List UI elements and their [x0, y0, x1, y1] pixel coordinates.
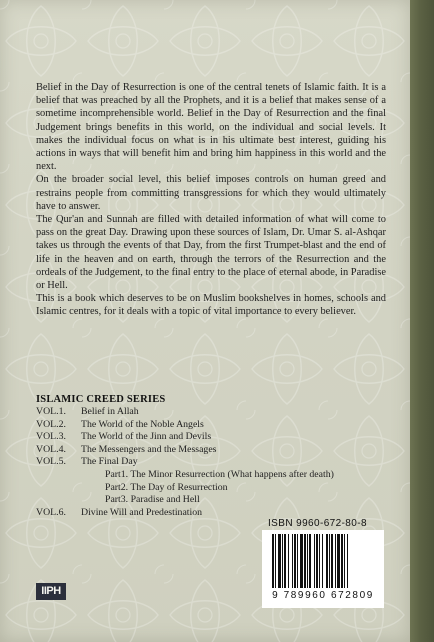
volume-number: VOL.5.: [36, 456, 66, 468]
volume-title: Divine Will and Predestination: [81, 506, 203, 518]
blurb-paragraph: The Qur'an and Sunnah are filled with detailed information of what will come to pass on the great Day. Drawing upon these sources of Islam, Dr. Umar S. al-Ashqar takes us through the events of that Day, from the first Trumpet-blast and the end of life in the heaven and on earth, through the terrors of the Resurrection and the ordeals of the Judgement, to the final entry to the place of eternal abode, in Paradise or Hell.: [36, 214, 386, 292]
volume-title: The World of the Noble Angels: [81, 418, 204, 430]
volume-part: Part3. Paradise and Hell: [105, 494, 200, 506]
volume-number: VOL.6.: [36, 506, 66, 518]
series-title: ISLAMIC CREED SERIES: [36, 394, 166, 405]
isbn-label: ISBN 9960-672-80-8: [268, 518, 367, 529]
volume-title: Belief in Allah: [81, 406, 139, 417]
blurb-paragraph: On the broader social level, this belief imposes controls on human greed and restrains people from committing transgressions for which they would ultimately have to answer.: [36, 174, 386, 212]
volume-item: [36, 456, 356, 469]
volume-item: [36, 406, 356, 419]
volume-number: VOL.2.: [36, 418, 66, 430]
volume-number: VOL.1.: [36, 406, 66, 417]
volume-item: [36, 444, 356, 457]
barcode-number: 9 789960 672809: [272, 590, 374, 601]
volume-title: The Final Day: [81, 456, 138, 468]
blurb-paragraph: Belief in the Day of Resurrection is one of the central tenets of Islamic faith. It is a belief that was preached by all the Prophets, and it is a belief that makes sense of a sometime incomprehensible world. Belief in the Day of Resurrection and the final Judgement brings benefits in this world, on the individual and social levels. It makes the individual focus on what is in his ultimate best interest, guiding his actions in ways that will benefit him and bring him happiness in this world and the next.: [36, 82, 386, 173]
volume-item: [36, 431, 356, 444]
volume-item: [36, 419, 356, 432]
volume-number: VOL.4.: [36, 443, 66, 455]
volume-title: The World of the Jinn and Devils: [81, 431, 212, 443]
publisher-logo: IIPH: [36, 583, 66, 600]
volume-number: VOL.3.: [36, 431, 66, 443]
series-list: [36, 406, 356, 519]
volume-part: Part2. The Day of Resurrection: [105, 481, 228, 493]
barcode-bars: [270, 534, 376, 590]
volume-part: Part1. The Minor Resurrection (What happens after death): [105, 468, 334, 480]
blurb-paragraph: This is a book which deserves to be on Muslim bookshelves in homes, schools and Islamic centres, for it deals with a topic of vital importance to every believer.: [36, 293, 386, 318]
barcode: [262, 530, 384, 608]
volume-title: The Messengers and the Messages: [81, 443, 217, 455]
blurb-text: [36, 81, 386, 319]
book-spine-edge: [410, 0, 434, 642]
